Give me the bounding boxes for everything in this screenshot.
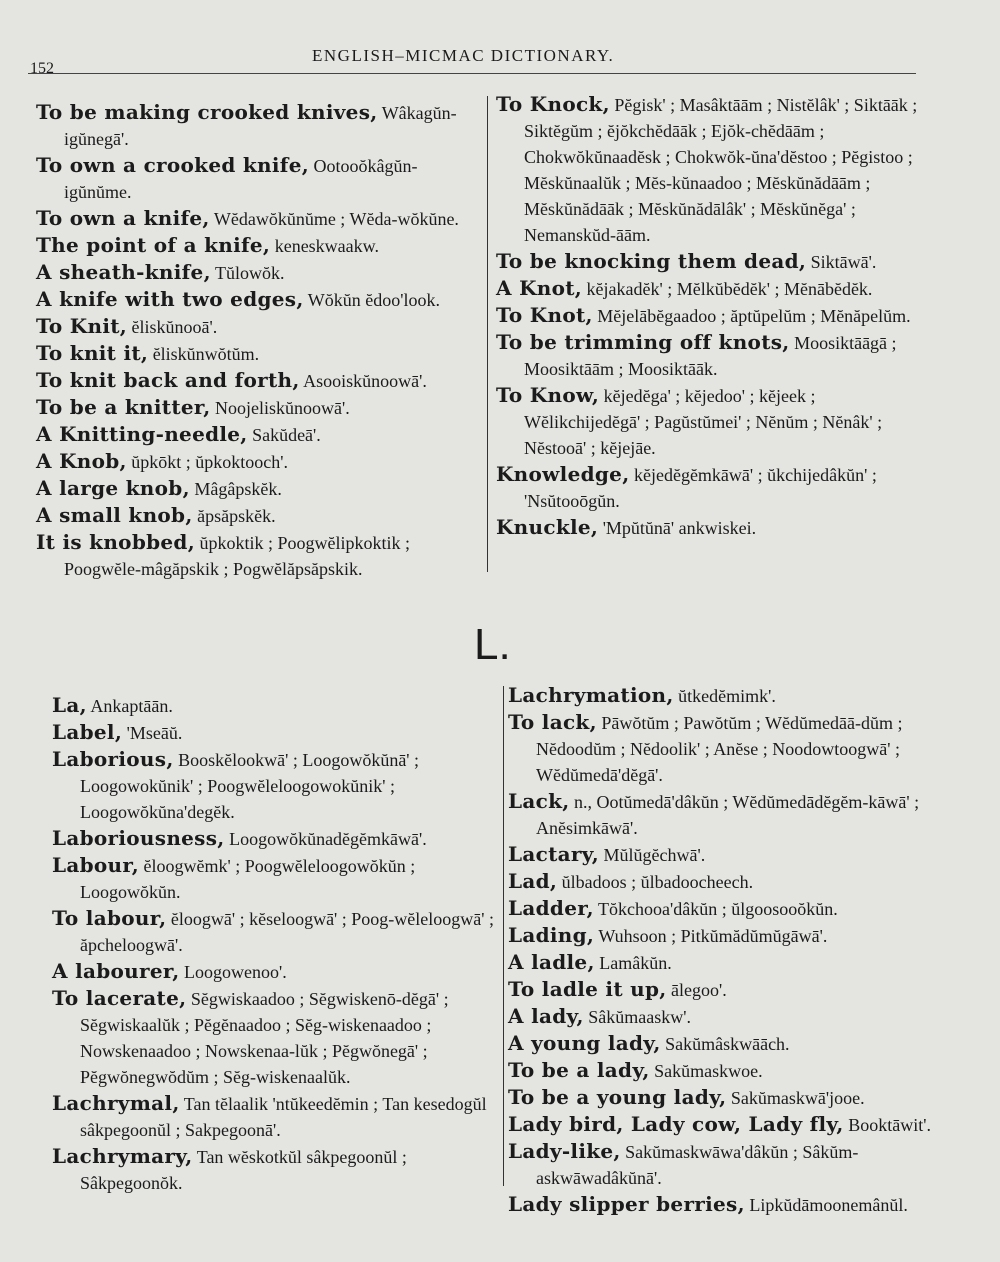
entry-definition: keneskwaakw. [270,236,379,256]
entry-headword: A Knot, [496,276,583,300]
entry-headword: A Knob, [36,449,127,473]
dictionary-entry [508,977,946,1004]
dictionary-entry [508,869,946,896]
header-rule [28,73,916,74]
dictionary-entry [36,233,481,260]
entry-headword: To Know, [496,383,600,407]
entry-definition: ĕliskŭnwŏtŭm. [148,344,260,364]
dictionary-entry [508,1112,946,1139]
entry-headword: A knife with two edges, [36,287,304,311]
dictionary-entry [508,1192,946,1219]
entry-definition: Ootooŏkâgŭn-igŭnŭme. [64,156,418,202]
column-top-right [496,92,928,542]
entry-headword: To own a knife, [36,206,210,230]
entry-definition: Tŭlowŏk. [210,263,285,283]
entry-headword: Knowledge, [496,462,630,486]
entry-definition: Tŏkchooa'dâkŭn ; ŭlgoosooŏkŭn. [593,899,838,919]
entry-headword: A ladle, [508,950,595,974]
dictionary-entry [496,383,928,462]
entry-headword: Lachrymation, [508,683,674,707]
entry-headword: Laborious, [52,747,174,771]
dictionary-entry [508,683,946,710]
entry-definition: Mŭlŭgĕchwā'. [599,845,706,865]
column-bottom-left [52,693,494,1197]
entry-headword: Labour, [52,853,140,877]
entry-headword: To labour, [52,906,167,930]
entry-definition: ŭpkōkt ; ŭpkoktooch'. [126,452,289,472]
dictionary-entry [36,206,481,233]
dictionary-entry [508,1085,946,1112]
page-header [30,40,920,80]
dictionary-entry [496,515,928,542]
entry-headword: Lactary, [508,842,600,866]
dictionary-entry [52,986,494,1091]
entry-headword: A young lady, [508,1031,661,1055]
entry-definition: Lipkŭdāmoonemânŭl. [744,1195,908,1215]
entry-definition: 'Mpŭtŭnā' ankwiskei. [598,518,757,538]
dictionary-entry [52,826,494,853]
entry-definition: Wuhsoon ; Pitkŭmădŭmŭgāwā'. [594,926,828,946]
entry-definition: Moosiktāāgā ; Moosiktāām ; Moosiktāāk. [524,333,897,379]
section-letter: L. [474,620,511,669]
entry-headword: To ladle it up, [508,977,667,1001]
dictionary-entry [508,1139,946,1192]
entry-definition: ĕliskŭnooā'. [127,317,218,337]
entry-definition: Sakŭmâskwāāch. [660,1034,790,1054]
entry-definition: ĕloogwā' ; kĕseloogwā' ; Poog-wĕleloogwā' ; ăpcheloogwā'. [80,909,495,955]
dictionary-entry [508,1031,946,1058]
entry-headword: Label, [52,720,123,744]
entry-definition: Booskĕlookwā' ; Loogowŏkŭnā' ; Loogowokŭnik' ; Poogwĕleloogowokŭnik' ; Loogowŏkŭna'degĕk. [80,750,420,822]
entry-definition: ăpsăpskĕk. [192,506,276,526]
dictionary-entry [508,1058,946,1085]
dictionary-entry [496,462,928,515]
entry-definition: Tan wĕskotkŭl sâkpegoonŭl ; Sâkpegoonŏk. [80,1147,407,1193]
entry-headword: Lachrymal, [52,1091,180,1115]
entry-definition: Wŏkŭn ĕdoo'look. [303,290,441,310]
entry-definition: ālegoo'. [666,980,727,1000]
column-divider-bottom [503,686,504,1186]
dictionary-entry [496,330,928,383]
dictionary-entry [52,1091,494,1144]
entry-headword: To be knocking them dead, [496,249,807,273]
dictionary-entry [36,153,481,206]
entry-definition: Asooiskŭnoowā'. [299,371,427,391]
dictionary-entry [508,710,946,789]
dictionary-entry [52,747,494,826]
dictionary-entry [36,395,481,422]
entry-definition: Lamâkŭn. [594,953,672,973]
entry-definition: Ankaptāān. [86,696,173,716]
dictionary-entry [36,368,481,395]
dictionary-entry [52,906,494,959]
entry-headword: To knit it, [36,341,149,365]
entry-headword: To lacerate, [52,986,187,1010]
dictionary-entry [36,287,481,314]
entry-definition: Tan tĕlaalik 'ntŭkeedĕmin ; Tan kesedogŭl sâkpegoonŭl ; Sakpegoonā'. [80,1094,487,1140]
page-number: 152 [30,60,54,77]
entry-definition: Sâkŭmaaskw'. [583,1007,692,1027]
dictionary-entry [52,959,494,986]
entry-headword: A Knitting-needle, [36,422,248,446]
dictionary-entry [36,503,481,530]
entry-headword: To be trimming off knots, [496,330,790,354]
dictionary-entry [52,853,494,906]
entry-definition: Wĕdawŏkŭnŭme ; Wĕda-wŏkŭne. [209,209,459,229]
entry-definition: kĕjedĕgĕmkāwā' ; ŭkchijedâkŭn' ; 'Nsŭtooōgŭn. [524,465,877,511]
entry-headword: To lack, [508,710,597,734]
entry-headword: To knit back and forth, [36,368,300,392]
entry-headword: Lading, [508,923,595,947]
entry-definition: Booktāwit'. [843,1115,931,1135]
dictionary-entry [508,789,946,842]
column-top-left [36,100,481,583]
entry-headword: Lack, [508,789,570,813]
entry-headword: To be a knitter, [36,395,211,419]
entry-headword: A lady, [508,1004,584,1028]
dictionary-entry [496,276,928,303]
dictionary-entry [508,842,946,869]
entry-definition: ŭpkoktik ; Poogwĕlipkoktik ; Poogwĕle-mâgăpskik ; Pogwĕlăpsăpskik. [64,533,410,579]
entry-definition: Mĕjelābĕgaadoo ; ăptŭpelŭm ; Mĕnăpelŭm. [592,306,911,326]
entry-headword: To Knot, [496,303,593,327]
entry-definition: Siktāwā'. [806,252,877,272]
entry-headword: To Knit, [36,314,128,338]
entry-definition: Sakŭmaskwāwa'dâkŭn ; Sâkŭm-askwāwadâkŭnā'. [536,1142,859,1188]
entry-definition: Loogowŏkŭnadĕgĕmkāwā'. [224,829,427,849]
entry-headword: Lady slipper berries, [508,1192,745,1216]
entry-definition: Sakŭmaskwā'jooe. [726,1088,865,1108]
entry-definition: Noojeliskŭnoowā'. [210,398,350,418]
entry-definition: Pāwŏtŭm ; Pawŏtŭm ; Wĕdŭmedāā-dŭm ; Nĕdoodŭm ; Nĕdoolik' ; Anĕse ; Noodowtoogwā' ; Wĕdŭmedā'dĕgā'. [536,713,903,785]
dictionary-entry [496,249,928,276]
entry-headword: Laboriousness, [52,826,225,850]
entry-headword: A sheath-knife, [36,260,211,284]
entry-headword: Lady-like, [508,1139,621,1163]
dictionary-entry [36,530,481,583]
dictionary-entry [52,720,494,747]
entry-definition: 'Mseāŭ. [122,723,183,743]
entry-headword: A large knob, [36,476,190,500]
entry-headword: Lad, [508,869,558,893]
entry-definition: n., Ootŭmedā'dâkŭn ; Wĕdŭmedādĕgĕm-kāwā' ; Anĕsimkāwā'. [536,792,920,838]
entry-definition: ŭlbadoos ; ŭlbadoocheech. [557,872,754,892]
column-divider-top [487,96,488,572]
entry-definition: Mâgâpskĕk. [189,479,282,499]
running-head: ENGLISH–MICMAC DICTIONARY. [312,46,615,65]
entry-definition: Wâkagŭn-igŭnegā'. [64,103,457,149]
dictionary-entry [52,1144,494,1197]
dictionary-entry [36,314,481,341]
column-bottom-right [508,683,946,1219]
entry-definition: Sakŭdeā'. [247,425,321,445]
entry-definition: Sakŭmaskwoe. [649,1061,763,1081]
entry-headword: Knuckle, [496,515,599,539]
entry-headword: A small knob, [36,503,193,527]
dictionary-entry [36,260,481,287]
dictionary-entry [508,950,946,977]
entry-headword: To be a lady, [508,1058,650,1082]
entry-definition: Loogowenoo'. [179,962,287,982]
dictionary-entry [496,303,928,330]
dictionary-entry [36,476,481,503]
entry-definition: kĕjedĕga' ; kĕjedoo' ; kĕjeek ; Wĕlikchijedĕgā' ; Pagŭstŭmei' ; Nĕnŭm ; Nĕnâk' ; Nĕstooā' ; kĕjejāe. [524,386,883,458]
entry-headword: To be a young lady, [508,1085,727,1109]
entry-headword: To be making crooked knives, [36,100,378,124]
entry-headword: A labourer, [52,959,180,983]
dictionary-entry [496,92,928,249]
dictionary-entry [36,449,481,476]
entry-headword: Ladder, [508,896,594,920]
dictionary-entry [36,341,481,368]
entry-headword: Lady bird, Lady cow, Lady fly, [508,1112,844,1136]
entry-definition: ŭtkedĕmimk'. [673,686,776,706]
entry-headword: It is knobbed, [36,530,195,554]
entry-headword: Lachrymary, [52,1144,193,1168]
entry-headword: To Knock, [496,92,610,116]
entry-definition: Sĕgwiskaadoo ; Sĕgwiskenō-dĕgā' ; Sĕgwiskaalŭk ; Pĕgĕnaadoo ; Sĕg-wiskenaadoo ; Nowskenaadoo ; Nowskenaa-lŭk ; Pĕgwŏnegā' ; Pĕgwŏnegwŏdŭm ; Sĕg-wiskenaalŭk. [80,989,449,1087]
entry-definition: ĕloogwĕmk' ; Poogwĕleloogowŏkŭn ; Loogowŏkŭn. [80,856,416,902]
dictionary-entry [36,100,481,153]
dictionary-entry [52,693,494,720]
entry-headword: The point of a knife, [36,233,271,257]
dictionary-entry [508,1004,946,1031]
dictionary-entry [508,896,946,923]
dictionary-entry [36,422,481,449]
entry-headword: To own a crooked knife, [36,153,309,177]
entry-definition: kĕjakadĕk' ; Mĕlkŭbĕdĕk' ; Mĕnābĕdĕk. [582,279,873,299]
entry-headword: La, [52,693,87,717]
entry-definition: Pĕgisk' ; Masâktāām ; Nistĕlâk' ; Siktāāk ; Siktĕgŭm ; ĕjŏkchĕdāāk ; Ejŏk-chĕdāām ; Chokwŏkŭnaadĕsk ; Chokwŏk-ŭna'dĕstoo ; Pĕgistoo ; Mĕskŭnaalŭk ; Mĕs-kŭnaadoo ; Mĕskŭnădāām ; Mĕskŭnădāāk ; Mĕskŭnădālâk' ; Mĕskŭnĕga' ; Nemanskŭd-āām. [524,95,918,245]
dictionary-entry [508,923,946,950]
